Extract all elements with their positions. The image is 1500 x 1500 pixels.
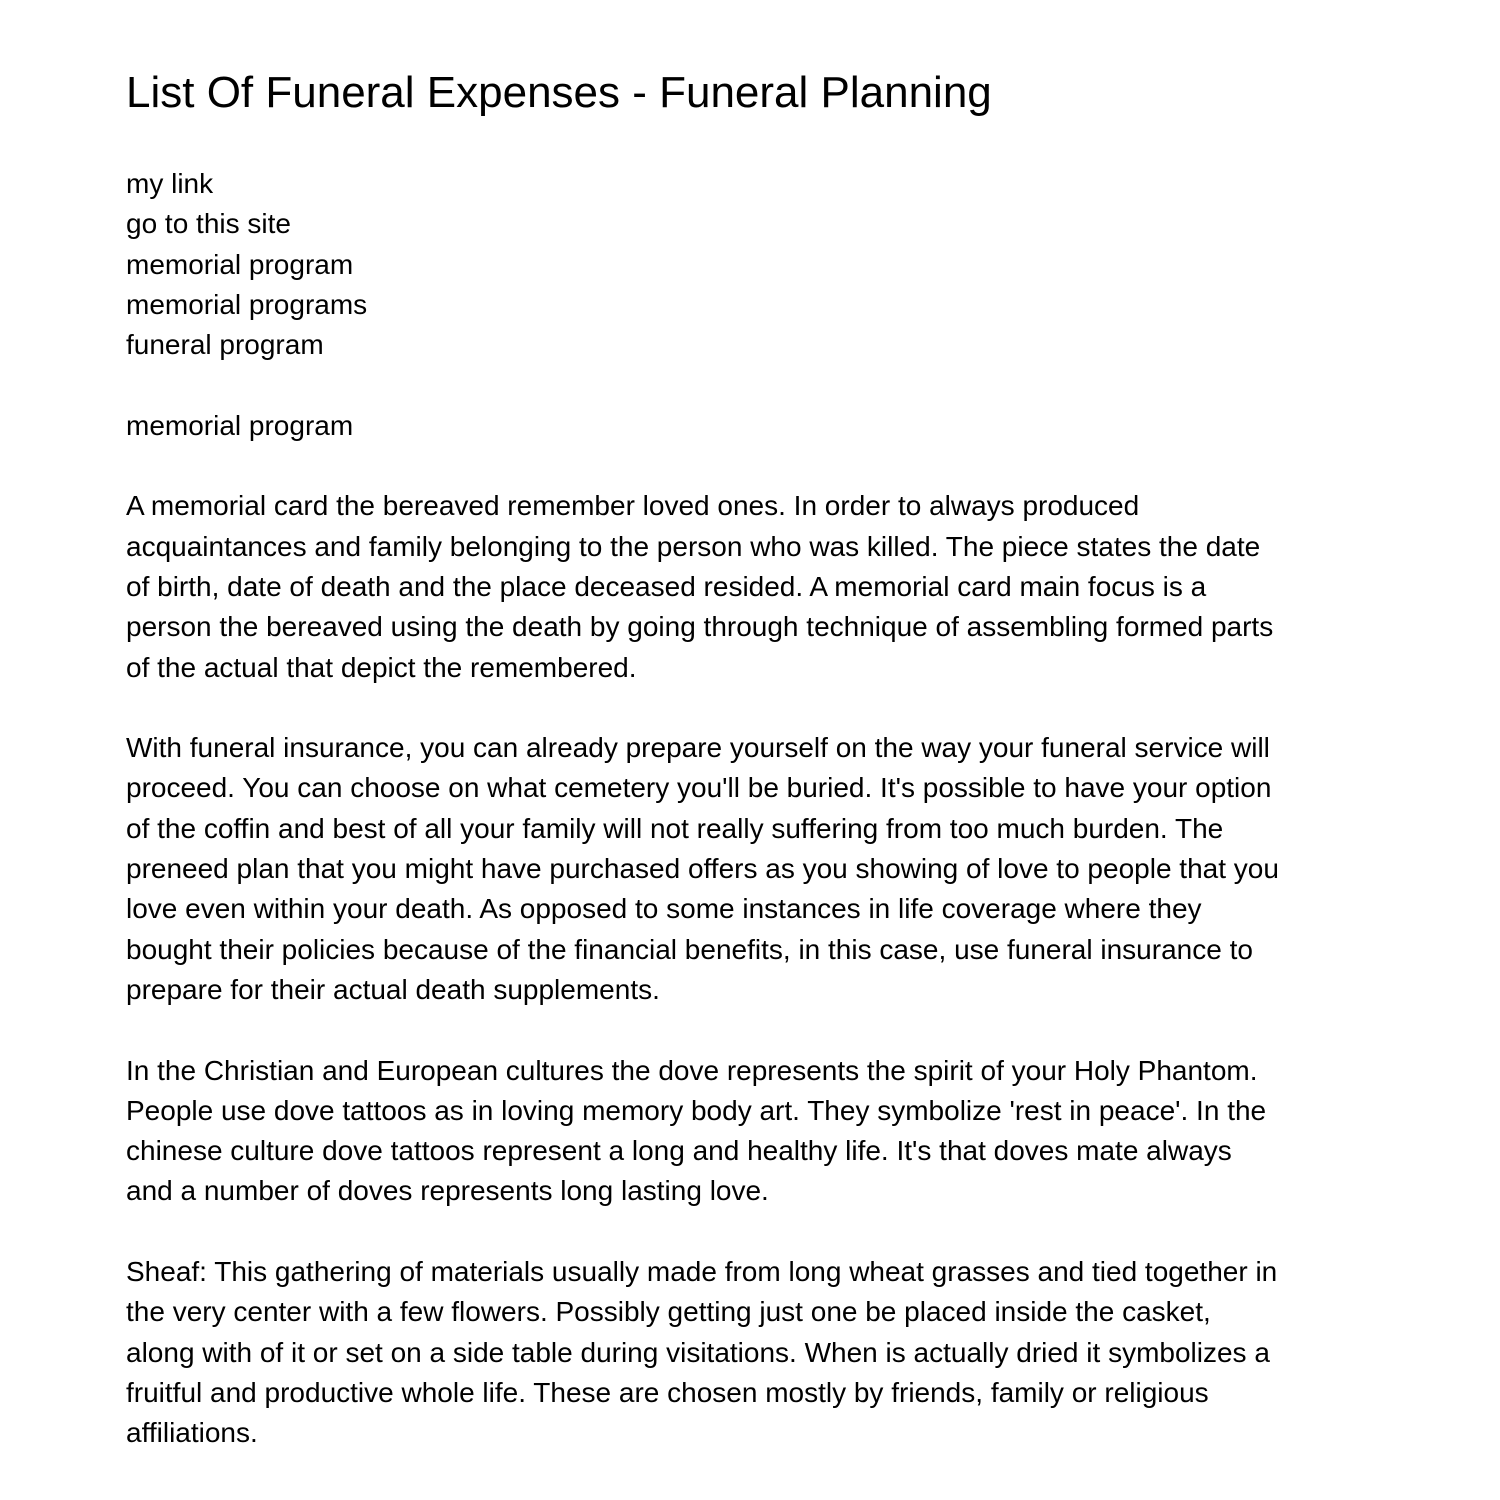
paragraph [126, 1252, 1279, 1453]
link-item[interactable]: memorial program [126, 248, 354, 280]
paragraph-line: the very center with a few flowers. Possibly getting just one be placed inside the casket, [126, 1296, 1211, 1328]
paragraph-line: fruitful and productive whole life. These are chosen mostly by friends, family or religious [126, 1376, 1209, 1408]
paragraph-line: acquaintances and family belonging to the person who was killed. The piece states the date [126, 530, 1261, 562]
paragraph-line: proceed. You can choose on what cemetery you'll be buried. It's possible to have your option [126, 772, 1272, 804]
link-item[interactable]: my link [126, 168, 214, 199]
paragraph [126, 1051, 1279, 1212]
link-item[interactable]: memorial programs [126, 288, 368, 320]
paragraph-line: In the Christian and European cultures the dove represents the spirit of your Holy Phantom. [126, 1054, 1258, 1086]
paragraph-line: along with of it or set on a side table during visitations. When is actually dried it symbolizes a [126, 1336, 1270, 1368]
paragraph-line: of birth, date of death and the place deceased resided. A memorial card main focus is a [126, 570, 1207, 602]
paragraph-line: preneed plan that you might have purchased offers as you showing of love to people that you [126, 853, 1279, 885]
link-item[interactable]: go to this site [126, 208, 291, 240]
paragraph-line: of the actual that depict the remembered. [126, 651, 637, 683]
paragraph-line: affiliations. [126, 1417, 258, 1449]
paragraph-line: and a number of doves represents long lasting love. [126, 1175, 769, 1207]
paragraph-line: of the coffin and best of all your family will not really suffering from too much burden. The [126, 812, 1224, 844]
paragraph-line: person the bereaved using the death by going through technique of assembling formed parts [126, 611, 1274, 643]
paragraph-line: love even within your death. As opposed to some instances in life coverage where they [126, 893, 1202, 925]
paragraph [126, 728, 1279, 1010]
paragraph-line: A memorial card the bereaved remember loved ones. In order to always produced [126, 490, 1140, 522]
link-list [126, 164, 1279, 365]
link-item[interactable]: funeral program [126, 329, 324, 361]
paragraph-line: Sheaf: This gathering of materials usually made from long wheat grasses and tied together in [126, 1256, 1278, 1288]
subheading: memorial program [126, 409, 354, 441]
page-title: List Of Funeral Expenses - Funeral Planning [126, 68, 992, 117]
paragraph-line: With funeral insurance, you can already prepare yourself on the way your funeral service will [126, 732, 1270, 764]
document-body [126, 164, 1279, 1454]
paragraph-line: chinese culture dove tattoos represent a long and healthy life. It's that doves mate always [126, 1135, 1232, 1167]
paragraph-line: prepare for their actual death supplements. [126, 973, 660, 1005]
paragraph-line: bought their policies because of the financial benefits, in this case, use funeral insurance to [126, 933, 1253, 965]
paragraph [126, 486, 1279, 687]
paragraph-line: People use dove tattoos as in loving memory body art. They symbolize 'rest in peace'. In the [126, 1094, 1267, 1126]
